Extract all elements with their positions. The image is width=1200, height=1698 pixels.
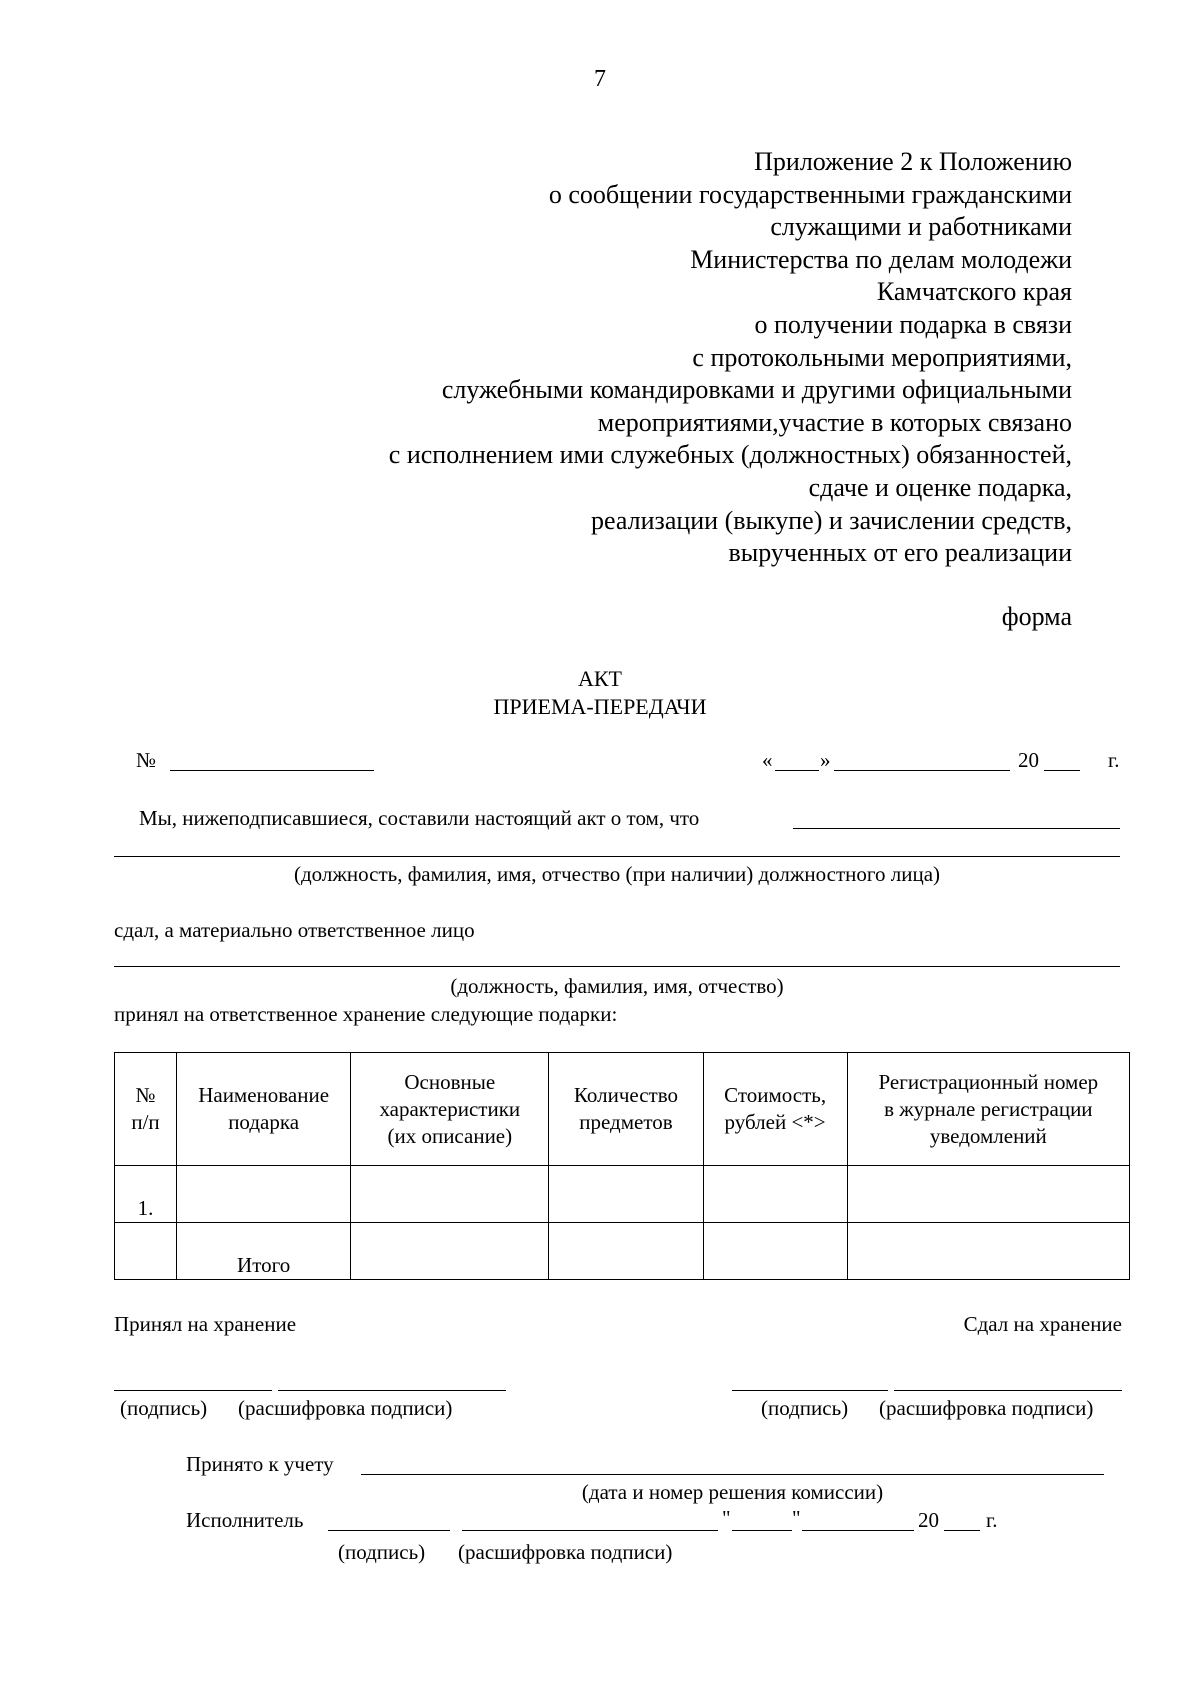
giver-signature-caption: (подпись) bbox=[761, 1396, 849, 1420]
appendix-line: реализации (выкупе) и зачислении средств, bbox=[591, 505, 1072, 535]
appendix-line: служебными командировками и другими официальными bbox=[441, 375, 1072, 405]
table-total-row bbox=[115, 1223, 1130, 1280]
appendix-line: Камчатского края bbox=[876, 277, 1072, 307]
receiver-decoding-caption: (расшифровка подписи) bbox=[238, 1396, 453, 1420]
official-caption: (должность, фамилия, имя, отчество (при наличии) должностного лица) bbox=[293, 862, 941, 886]
date-month-field[interactable] bbox=[834, 770, 1010, 771]
receiver-signature-field[interactable] bbox=[114, 1390, 272, 1391]
accepted-text: принял на ответственное хранение следующие подарки: bbox=[114, 1002, 618, 1026]
date-year-prefix: 20 bbox=[1018, 748, 1039, 772]
bottom-date-open-quote: " bbox=[722, 1506, 731, 1530]
official-field-start[interactable] bbox=[793, 828, 1120, 829]
document-title: АКТ bbox=[578, 666, 622, 691]
document-subtitle: ПРИЕМА-ПЕРЕДАЧИ bbox=[493, 694, 707, 719]
header-gift-name: Наименование подарка bbox=[177, 1053, 351, 1166]
form-label: форма bbox=[1001, 602, 1072, 631]
date-close-quote: » bbox=[820, 748, 831, 772]
accepted-for-storage-label: Принял на хранение bbox=[114, 1312, 297, 1336]
total-characteristics-cell[interactable] bbox=[351, 1223, 549, 1280]
bottom-date-close-quote: " bbox=[792, 1506, 801, 1530]
executor-signature-caption: (подпись) bbox=[338, 1540, 426, 1564]
registration-field[interactable] bbox=[361, 1474, 1104, 1475]
appendix-line: сдаче и оценке подарка, bbox=[808, 472, 1072, 502]
executor-signature-field[interactable] bbox=[328, 1530, 450, 1531]
quantity-cell[interactable] bbox=[549, 1166, 703, 1223]
cost-cell[interactable] bbox=[703, 1166, 847, 1223]
appendix-line: вырученных от его реализации bbox=[728, 538, 1072, 568]
bottom-year-prefix: 20 bbox=[918, 1508, 939, 1532]
intro-text: Мы, нижеподписавшиеся, составили настоящий акт о том, что bbox=[139, 806, 700, 830]
responsible-field-line[interactable] bbox=[114, 966, 1120, 967]
characteristics-cell[interactable] bbox=[351, 1166, 549, 1223]
total-cost-cell[interactable] bbox=[703, 1223, 847, 1280]
gifts-table bbox=[114, 1052, 1130, 1280]
appendix-line: о получении подарка в связи bbox=[754, 309, 1072, 339]
registered-label: Принято к учету bbox=[186, 1452, 334, 1476]
header-quantity: Количество предметов bbox=[549, 1053, 703, 1166]
executor-decoding-field[interactable] bbox=[462, 1530, 718, 1531]
total-number-cell bbox=[115, 1223, 177, 1280]
appendix-line: Приложение 2 к Положению bbox=[754, 147, 1072, 176]
responsible-caption: (должность, фамилия, имя, отчество) bbox=[450, 974, 784, 998]
handed-for-storage-label: Сдал на хранение bbox=[963, 1312, 1122, 1336]
date-year-field[interactable] bbox=[1044, 770, 1080, 771]
date-day-field[interactable] bbox=[775, 770, 819, 771]
act-number-field[interactable] bbox=[170, 770, 374, 771]
appendix-heading bbox=[389, 146, 1072, 570]
table-header-row bbox=[115, 1053, 1130, 1166]
giver-decoding-caption: (расшифровка подписи) bbox=[879, 1396, 1094, 1420]
header-number: № п/п bbox=[115, 1053, 177, 1166]
appendix-line: мероприятиями,участие в которых связано bbox=[597, 407, 1072, 437]
giver-signature-field[interactable] bbox=[732, 1390, 888, 1391]
row-number-cell: 1. bbox=[115, 1166, 177, 1223]
total-registration-cell[interactable] bbox=[847, 1223, 1129, 1280]
total-label-cell: Итого bbox=[177, 1223, 351, 1280]
bottom-year-suffix: г. bbox=[986, 1508, 998, 1532]
bottom-date-day-field[interactable] bbox=[732, 1530, 792, 1531]
bottom-date-month-field[interactable] bbox=[802, 1530, 914, 1531]
receiver-decoding-field[interactable] bbox=[278, 1390, 506, 1391]
receiver-signature-caption: (подпись) bbox=[120, 1396, 208, 1420]
bottom-year-field[interactable] bbox=[944, 1530, 980, 1531]
official-field-line[interactable] bbox=[114, 856, 1120, 857]
gift-name-cell[interactable] bbox=[177, 1166, 351, 1223]
commission-caption: (дата и номер решения комиссии) bbox=[581, 1480, 884, 1504]
registration-number-cell[interactable] bbox=[847, 1166, 1129, 1223]
table-row bbox=[115, 1166, 1130, 1223]
giver-decoding-field[interactable] bbox=[894, 1390, 1122, 1391]
appendix-line: с протокольными мероприятиями, bbox=[692, 342, 1072, 372]
appendix-line: о сообщении государственными гражданскими bbox=[548, 179, 1072, 209]
appendix-line: с исполнением ими служебных (должностных) обязанностей, bbox=[388, 440, 1072, 470]
handed-text: сдал, а материально ответственное лицо bbox=[114, 918, 475, 942]
appendix-line: Министерства по делам молодежи bbox=[690, 244, 1072, 274]
appendix-line: служащими и работниками bbox=[770, 212, 1072, 242]
page-number: 7 bbox=[594, 66, 606, 92]
header-characteristics: Основные характеристики (их описание) bbox=[351, 1053, 549, 1166]
date-year-suffix: г. bbox=[1108, 748, 1120, 772]
header-cost: Стоимость, рублей <*> bbox=[703, 1053, 847, 1166]
executor-label: Исполнитель bbox=[186, 1508, 304, 1532]
total-quantity-cell[interactable] bbox=[549, 1223, 703, 1280]
number-sign: № bbox=[136, 748, 157, 772]
date-open-quote: « bbox=[762, 748, 773, 772]
header-registration-number: Регистрационный номер в журнале регистрации уведомлений bbox=[847, 1053, 1129, 1166]
executor-decoding-caption: (расшифровка подписи) bbox=[458, 1540, 673, 1564]
